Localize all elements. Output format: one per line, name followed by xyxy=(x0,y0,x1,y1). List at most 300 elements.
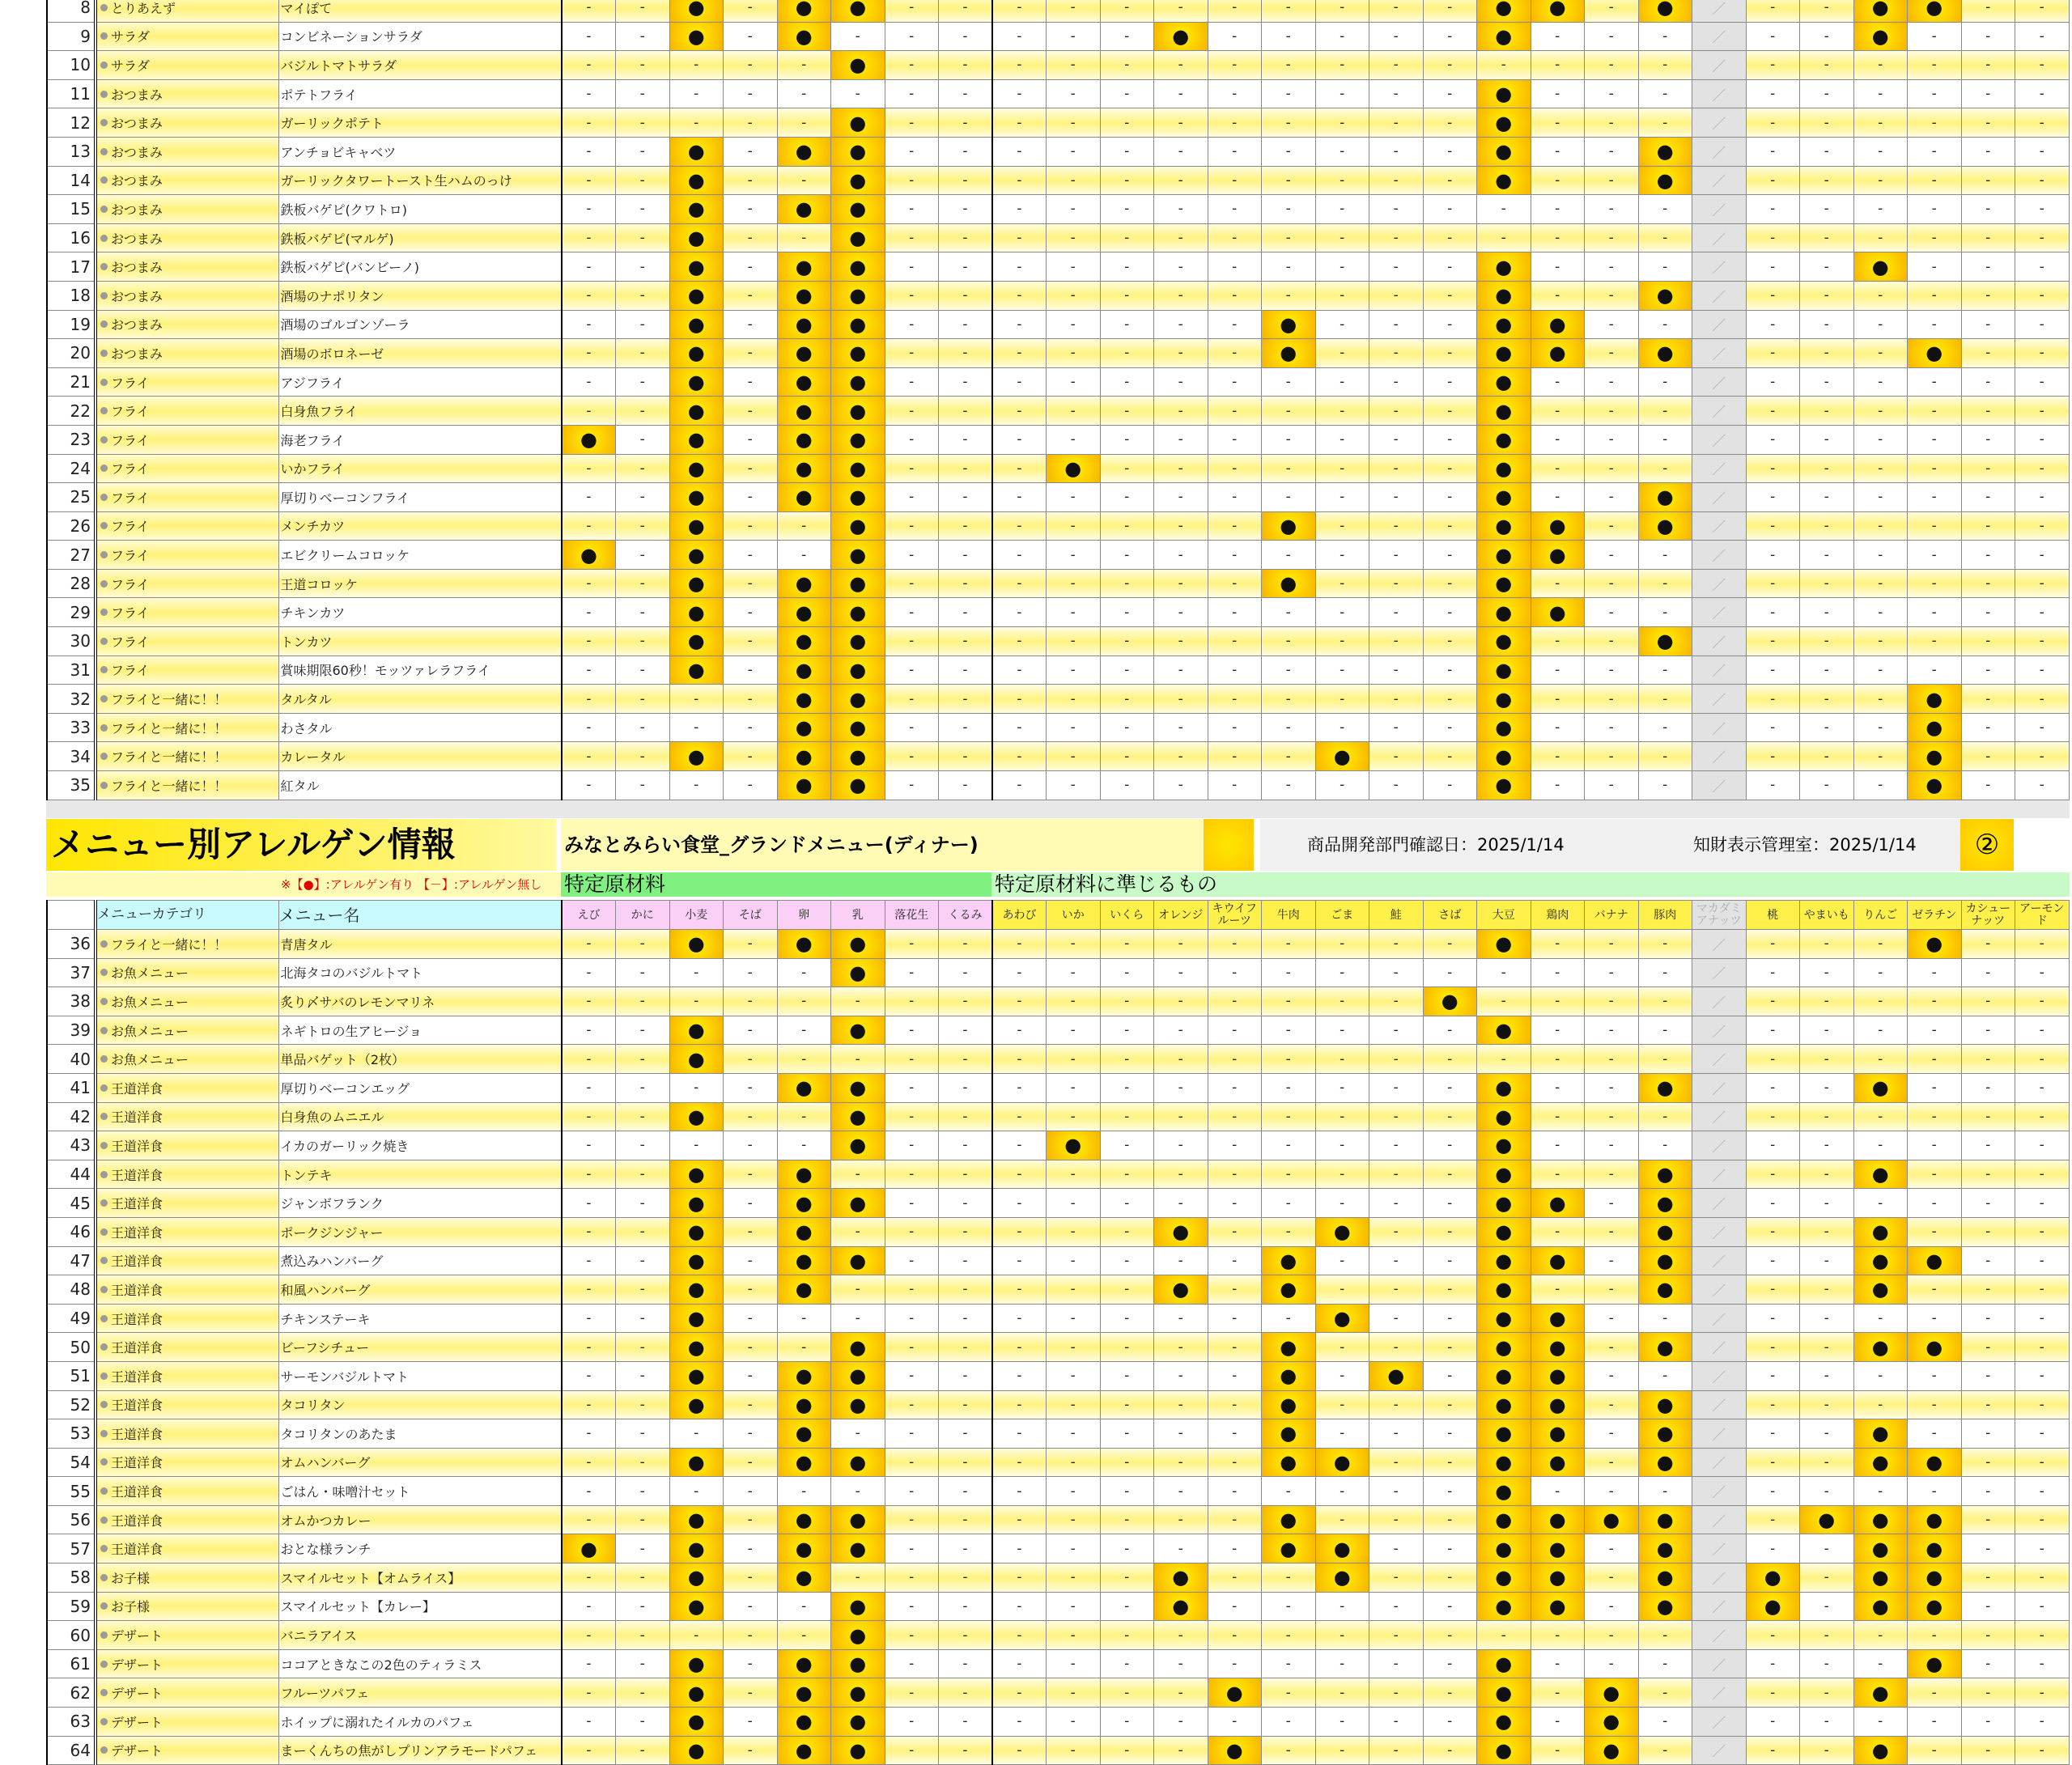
allergen-cell-absent: - xyxy=(1531,22,1585,51)
allergen-cell-absent: - xyxy=(1800,1736,1854,1765)
allergen-cell-absent: - xyxy=(1047,137,1101,166)
allergen-cell-present xyxy=(1908,1592,1962,1621)
menu-name: イカのガーリック焼き xyxy=(278,1131,562,1160)
group-specified-header: 特定原材料 xyxy=(561,872,991,897)
allergen-table-top xyxy=(46,0,2070,800)
allergen-present-marker: ● xyxy=(1871,1738,1889,1762)
allergen-present-marker: ● xyxy=(795,630,813,653)
allergen-cell-absent: - xyxy=(2015,511,2070,541)
allergen-cell-present xyxy=(831,1246,885,1275)
allergen-cell-absent: - xyxy=(1154,310,1208,339)
allergen-cell-absent: - xyxy=(885,930,939,959)
allergen-cell-absent: - xyxy=(1154,541,1208,570)
category-bullet-icon xyxy=(100,62,108,69)
allergen-present-marker: ● xyxy=(1495,111,1513,134)
allergen-cell-absent: - xyxy=(724,1678,778,1708)
allergen-cell-absent: - xyxy=(1154,1073,1208,1102)
allergen-cell-absent: - xyxy=(1800,713,1854,742)
allergen-cell-absent: - xyxy=(1369,713,1424,742)
allergen-present-marker: ● xyxy=(687,1163,705,1186)
allergen-cell-absent: - xyxy=(1531,1160,1585,1189)
allergen-cell-present xyxy=(1908,1649,1962,1678)
allergen-cell-absent: - xyxy=(1746,987,1800,1016)
allergen-cell-absent: - xyxy=(1369,454,1424,483)
allergen-cell-absent: - xyxy=(1800,1073,1854,1102)
allergen-cell-absent: - xyxy=(885,1448,939,1477)
allergen-cell-absent: - xyxy=(939,598,993,627)
allergen-present-marker: ● xyxy=(1926,1249,1943,1272)
allergen-cell-absent: - xyxy=(1154,166,1208,195)
allergen-cell-present xyxy=(831,1505,885,1534)
allergen-cell-absent: - xyxy=(1961,627,2015,656)
menu-category xyxy=(96,1592,278,1621)
allergen-cell-present xyxy=(1154,1592,1208,1621)
allergen-present-marker: ● xyxy=(687,168,705,192)
allergen-cell-absent: - xyxy=(1853,79,1908,108)
allergen-cell-absent: - xyxy=(562,166,616,195)
allergen-cell-present xyxy=(777,742,831,771)
allergen-cell-absent: - xyxy=(1908,1477,1962,1506)
menu-category xyxy=(96,1189,278,1218)
allergen-cell-absent: - xyxy=(1369,79,1424,108)
allergen-cell-absent: - xyxy=(1154,958,1208,987)
table-row xyxy=(47,166,2069,195)
allergen-cell-absent: - xyxy=(1853,1304,1908,1333)
header-allergen: あわび xyxy=(992,901,1047,931)
allergen-cell-absent: - xyxy=(992,51,1047,80)
allergen-present-marker: ● xyxy=(1495,371,1513,394)
allergen-present-marker: ● xyxy=(687,284,705,308)
allergen-cell-present xyxy=(1908,742,1962,771)
allergen-present-marker: ● xyxy=(1495,1653,1513,1676)
allergen-cell-not-applicable: ／ xyxy=(1692,79,1747,108)
allergen-cell-absent: - xyxy=(1047,958,1101,987)
allergen-cell-absent: - xyxy=(1853,598,1908,627)
allergen-cell-absent: - xyxy=(1477,1045,1531,1074)
allergen-cell-absent: - xyxy=(939,656,993,685)
allergen-cell-not-applicable: ／ xyxy=(1692,511,1747,541)
allergen-present-marker: ● xyxy=(1333,1450,1351,1474)
allergen-cell-absent: - xyxy=(777,511,831,541)
allergen-cell-present xyxy=(1531,1448,1585,1477)
menu-category-label: お子様 xyxy=(111,1599,151,1615)
allergen-cell-absent: - xyxy=(1638,252,1692,282)
allergen-cell-absent: - xyxy=(1908,166,1962,195)
allergen-cell-absent: - xyxy=(2015,541,2070,570)
category-bullet-icon xyxy=(100,1458,108,1466)
allergen-cell-present xyxy=(1477,1333,1531,1362)
allergen-cell-present xyxy=(1477,511,1531,541)
allergen-present-marker: ● xyxy=(1548,1393,1566,1416)
allergen-cell-absent: - xyxy=(885,1102,939,1131)
menu-category-label: フライと一緒に！！ xyxy=(111,749,227,766)
allergen-present-marker: ● xyxy=(849,774,867,797)
allergen-cell-absent: - xyxy=(562,1649,616,1678)
allergen-cell-absent: - xyxy=(2015,1045,2070,1074)
allergen-cell-absent: - xyxy=(724,1477,778,1506)
allergen-cell-absent: - xyxy=(777,1333,831,1362)
allergen-cell-absent: - xyxy=(1746,1621,1800,1650)
allergen-present-marker: ● xyxy=(1871,1594,1889,1618)
menu-category-label: 王道洋食 xyxy=(111,1196,163,1212)
allergen-cell-present xyxy=(1262,1505,1316,1534)
allergen-cell-present xyxy=(669,1160,724,1189)
menu-category-label: フライ xyxy=(111,548,150,564)
allergen-present-marker: ● xyxy=(687,227,705,250)
allergen-cell-present xyxy=(1477,1217,1531,1246)
allergen-cell-present xyxy=(1477,627,1531,656)
allergen-cell-absent: - xyxy=(1047,1736,1101,1765)
allergen-cell-absent: - xyxy=(1315,1649,1369,1678)
allergen-cell-absent: - xyxy=(1746,310,1800,339)
allergen-cell-present xyxy=(669,1563,724,1593)
allergen-present-marker: ● xyxy=(795,745,813,768)
allergen-cell-absent: - xyxy=(1746,367,1800,397)
allergen-cell-absent: - xyxy=(1908,1275,1962,1305)
allergen-cell-absent: - xyxy=(1961,1649,2015,1678)
allergen-present-marker: ● xyxy=(1656,168,1674,192)
allergen-cell-absent: - xyxy=(1369,627,1424,656)
allergen-cell-absent: - xyxy=(1047,930,1101,959)
allergen-cell-absent: - xyxy=(1961,425,2015,454)
menu-category xyxy=(96,1217,278,1246)
allergen-cell-absent: - xyxy=(1262,1045,1316,1074)
allergen-cell-absent: - xyxy=(1262,367,1316,397)
row-number: 49 xyxy=(47,1304,96,1333)
allergen-present-marker: ● xyxy=(795,1163,813,1186)
allergen-present-marker: ● xyxy=(1495,932,1513,956)
allergen-cell-absent: - xyxy=(939,108,993,138)
menu-category-label: 王道洋食 xyxy=(111,1109,163,1126)
allergen-cell-present xyxy=(1477,1160,1531,1189)
allergen-cell-absent: - xyxy=(1154,1621,1208,1650)
allergen-cell-absent: - xyxy=(1315,195,1369,224)
allergen-cell-present xyxy=(1531,0,1585,22)
allergen-cell-not-applicable: ／ xyxy=(1692,1333,1747,1362)
allergen-cell-absent: - xyxy=(1961,1678,2015,1708)
allergen-cell-absent: - xyxy=(1638,713,1692,742)
allergen-cell-not-applicable: ／ xyxy=(1692,1073,1747,1102)
table-row xyxy=(47,195,2069,224)
menu-name: タコリタンのあたま xyxy=(278,1419,562,1449)
allergen-cell-present xyxy=(1531,511,1585,541)
allergen-cell-absent: - xyxy=(2015,367,2070,397)
allergen-cell-absent: - xyxy=(885,397,939,426)
allergen-cell-absent: - xyxy=(724,1304,778,1333)
allergen-cell-absent: - xyxy=(885,367,939,397)
allergen-cell-present xyxy=(831,771,885,800)
row-number: 23 xyxy=(47,425,96,454)
allergen-cell-absent: - xyxy=(1208,1246,1262,1275)
allergen-cell-not-applicable: ／ xyxy=(1692,1649,1747,1678)
allergen-cell-present xyxy=(1908,930,1962,959)
allergen-cell-absent: - xyxy=(562,1102,616,1131)
allergen-present-marker: ● xyxy=(849,456,867,480)
column-header-row xyxy=(46,900,2070,931)
allergen-present-marker: ● xyxy=(687,1307,705,1330)
allergen-cell-absent: - xyxy=(1369,1708,1424,1737)
allergen-cell-absent: - xyxy=(1961,958,2015,987)
allergen-cell-absent: - xyxy=(1585,223,1639,252)
allergen-cell-absent: - xyxy=(992,1505,1047,1534)
menu-name: 厚切りベーコンエッグ xyxy=(278,1073,562,1102)
allergen-present-marker: ● xyxy=(1548,1307,1566,1330)
allergen-cell-absent: - xyxy=(1369,1448,1424,1477)
allergen-present-marker: ● xyxy=(1656,1191,1674,1215)
allergen-cell-absent: - xyxy=(831,1563,885,1593)
allergen-cell-absent: - xyxy=(616,958,670,987)
allergen-cell-absent: - xyxy=(724,1131,778,1160)
allergen-cell-present xyxy=(1477,79,1531,108)
allergen-present-marker: ● xyxy=(1656,1163,1674,1186)
allergen-cell-absent: - xyxy=(562,1448,616,1477)
menu-category xyxy=(96,367,278,397)
menu-category xyxy=(96,987,278,1016)
category-bullet-icon xyxy=(100,695,108,702)
allergen-cell-absent: - xyxy=(1961,1333,2015,1362)
allergen-cell-absent: - xyxy=(885,1678,939,1708)
category-bullet-icon xyxy=(100,969,108,976)
allergen-present-marker: ● xyxy=(1495,1508,1513,1532)
allergen-cell-absent: - xyxy=(1853,397,1908,426)
menu-name: 紅タル xyxy=(278,771,562,800)
allergen-present-marker: ● xyxy=(849,1537,867,1560)
allergen-present-marker: ● xyxy=(687,1047,705,1071)
allergen-cell-absent: - xyxy=(939,1333,993,1362)
row-number: 56 xyxy=(47,1505,96,1534)
allergen-cell-absent: - xyxy=(1638,1477,1692,1506)
allergen-cell-absent: - xyxy=(1746,22,1800,51)
allergen-cell-absent: - xyxy=(1100,771,1154,800)
allergen-cell-absent: - xyxy=(562,713,616,742)
allergen-cell-absent: - xyxy=(1746,1736,1800,1765)
allergen-cell-absent: - xyxy=(1585,195,1639,224)
allergen-present-marker: ● xyxy=(849,371,867,394)
allergen-cell-absent: - xyxy=(1853,685,1908,714)
menu-name: ポテトフライ xyxy=(278,79,562,108)
allergen-cell-absent: - xyxy=(1262,223,1316,252)
menu-category xyxy=(96,1736,278,1765)
allergen-cell-absent: - xyxy=(885,1534,939,1563)
allergen-cell-present xyxy=(1477,598,1531,627)
allergen-cell-absent: - xyxy=(616,569,670,598)
allergen-cell-absent: - xyxy=(992,1534,1047,1563)
allergen-cell-absent: - xyxy=(1208,1102,1262,1131)
allergen-cell-present xyxy=(669,511,724,541)
allergen-cell-present xyxy=(831,685,885,714)
allergen-cell-absent: - xyxy=(1477,223,1531,252)
allergen-present-marker: ● xyxy=(849,572,867,596)
allergen-cell-not-applicable: ／ xyxy=(1692,1361,1747,1390)
allergen-cell-absent: - xyxy=(1746,1131,1800,1160)
menu-category xyxy=(96,742,278,771)
allergen-cell-absent: - xyxy=(1208,511,1262,541)
allergen-cell-absent: - xyxy=(885,1016,939,1045)
allergen-cell-present xyxy=(669,195,724,224)
allergen-present-marker: ● xyxy=(687,1566,705,1589)
table-row xyxy=(47,223,2069,252)
row-number: 47 xyxy=(47,1246,96,1275)
allergen-cell-absent: - xyxy=(1585,397,1639,426)
allergen-cell-absent: - xyxy=(1746,1102,1800,1131)
allergen-cell-present xyxy=(831,656,885,685)
allergen-cell-absent: - xyxy=(1262,1016,1316,1045)
allergen-present-marker: ● xyxy=(795,24,813,48)
allergen-cell-present xyxy=(1477,1131,1531,1160)
allergen-cell-present xyxy=(669,930,724,959)
allergen-cell-absent: - xyxy=(1800,252,1854,282)
allergen-cell-absent: - xyxy=(2015,1736,2070,1765)
allergen-cell-absent: - xyxy=(1423,511,1477,541)
allergen-cell-absent: - xyxy=(2015,1534,2070,1563)
allergen-cell-absent: - xyxy=(562,397,616,426)
allergen-cell-absent: - xyxy=(939,569,993,598)
allergen-present-marker: ● xyxy=(687,543,705,566)
allergen-cell-absent: - xyxy=(939,252,993,282)
category-bullet-icon xyxy=(100,1113,108,1120)
allergen-cell-present xyxy=(1908,339,1962,368)
allergen-present-marker: ● xyxy=(1495,1594,1513,1618)
allergen-cell-absent: - xyxy=(992,1592,1047,1621)
allergen-cell-absent: - xyxy=(616,1621,670,1650)
allergen-cell-absent: - xyxy=(1262,166,1316,195)
menu-name: 酒場のナポリタン xyxy=(278,281,562,310)
allergen-cell-absent: - xyxy=(1531,195,1585,224)
allergen-cell-absent: - xyxy=(777,1131,831,1160)
menu-category xyxy=(96,1621,278,1650)
menu-category-label: とりあえず xyxy=(111,0,176,16)
allergen-cell-absent: - xyxy=(1369,166,1424,195)
row-number: 51 xyxy=(47,1361,96,1390)
allergen-present-marker: ● xyxy=(1926,1537,1943,1560)
allergen-cell-not-applicable: ／ xyxy=(1692,1505,1747,1534)
allergen-cell-absent: - xyxy=(1208,685,1262,714)
row-number: 37 xyxy=(47,958,96,987)
menu-category-label: おつまみ xyxy=(111,231,163,247)
allergen-cell-absent: - xyxy=(1315,541,1369,570)
allergen-cell-present xyxy=(777,1246,831,1275)
allergen-cell-present xyxy=(831,397,885,426)
header-allergen: 卵 xyxy=(777,901,831,931)
allergen-cell-absent: - xyxy=(1423,1333,1477,1362)
allergen-present-marker: ● xyxy=(1656,1594,1674,1618)
allergen-cell-absent: - xyxy=(2015,1016,2070,1045)
allergen-cell-absent: - xyxy=(1531,454,1585,483)
allergen-present-marker: ● xyxy=(849,514,867,537)
allergen-present-marker: ● xyxy=(1548,0,1566,19)
allergen-cell-absent: - xyxy=(1315,771,1369,800)
allergen-cell-present xyxy=(669,1592,724,1621)
menu-name: マイぽて xyxy=(278,0,562,22)
allergen-present-marker: ● xyxy=(1495,1422,1513,1445)
allergen-cell-absent: - xyxy=(1208,930,1262,959)
allergen-cell-absent: - xyxy=(669,51,724,80)
allergen-cell-absent: - xyxy=(1315,1361,1369,1390)
allergen-present-marker: ● xyxy=(1333,1220,1351,1244)
allergen-cell-absent: - xyxy=(1477,958,1531,987)
header-allergen: いか xyxy=(1047,901,1101,931)
allergen-cell-not-applicable: ／ xyxy=(1692,483,1747,512)
allergen-cell-not-applicable: ／ xyxy=(1692,685,1747,714)
allergen-cell-absent: - xyxy=(724,367,778,397)
allergen-cell-absent: - xyxy=(1208,1390,1262,1419)
allergen-present-marker: ● xyxy=(1871,1335,1889,1359)
allergen-present-marker: ● xyxy=(795,1393,813,1416)
row-number: 26 xyxy=(47,511,96,541)
allergen-cell-absent: - xyxy=(562,281,616,310)
allergen-cell-present xyxy=(1262,310,1316,339)
allergen-cell-absent: - xyxy=(939,1189,993,1218)
allergen-cell-absent: - xyxy=(939,1477,993,1506)
allergen-cell-absent: - xyxy=(616,108,670,138)
allergen-cell-absent: - xyxy=(1908,1390,1962,1419)
allergen-cell-absent: - xyxy=(1208,1621,1262,1650)
allergen-present-marker: ● xyxy=(687,1537,705,1560)
allergen-cell-absent: - xyxy=(724,771,778,800)
allergen-cell-absent: - xyxy=(885,1333,939,1362)
menu-name: ネギトロの生アヒージョ xyxy=(278,1016,562,1045)
category-bullet-icon xyxy=(100,1718,108,1725)
allergen-cell-absent: - xyxy=(1531,252,1585,282)
allergen-cell-absent: - xyxy=(1638,397,1692,426)
allergen-present-marker: ● xyxy=(849,1623,867,1647)
allergen-cell-absent: - xyxy=(724,223,778,252)
allergen-present-marker: ● xyxy=(1656,1335,1674,1359)
allergen-present-marker: ● xyxy=(1871,1278,1889,1301)
allergen-present-marker: ● xyxy=(849,284,867,308)
allergen-cell-present xyxy=(777,0,831,22)
menu-name: 鉄板バゲピ(バンビーノ) xyxy=(278,252,562,282)
allergen-present-marker: ● xyxy=(1280,1278,1297,1301)
allergen-cell-present xyxy=(1477,1477,1531,1506)
allergen-cell-absent: - xyxy=(1154,454,1208,483)
allergen-cell-absent: - xyxy=(724,685,778,714)
allergen-cell-present xyxy=(1423,987,1477,1016)
allergen-present-marker: ● xyxy=(795,1220,813,1244)
allergen-cell-absent: - xyxy=(939,1563,993,1593)
allergen-cell-absent: - xyxy=(1369,742,1424,771)
table-row xyxy=(47,771,2069,800)
allergen-cell-absent: - xyxy=(1477,51,1531,80)
allergen-present-marker: ● xyxy=(849,600,867,624)
allergen-cell-absent: - xyxy=(1262,483,1316,512)
allergen-cell-absent: - xyxy=(1369,1275,1424,1305)
allergen-present-marker: ● xyxy=(795,342,813,365)
allergen-cell-absent: - xyxy=(1100,137,1154,166)
row-number: 50 xyxy=(47,1333,96,1362)
allergen-cell-absent: - xyxy=(1100,1160,1154,1189)
allergen-cell-absent: - xyxy=(1800,1217,1854,1246)
allergen-cell-present xyxy=(1477,1448,1531,1477)
allergen-cell-not-applicable: ／ xyxy=(1692,137,1747,166)
allergen-cell-absent: - xyxy=(885,1419,939,1449)
row-number: 34 xyxy=(47,742,96,771)
allergen-cell-not-applicable: ／ xyxy=(1692,252,1747,282)
menu-name: スマイルセット【カレー】 xyxy=(278,1592,562,1621)
allergen-cell-absent: - xyxy=(1154,771,1208,800)
menu-category xyxy=(96,1649,278,1678)
header-allergen: バナナ xyxy=(1585,901,1639,931)
header-allergen: キウイフルーツ xyxy=(1208,901,1262,931)
allergen-cell-present xyxy=(1531,1419,1585,1449)
menu-category-label: おつまみ xyxy=(111,346,163,362)
allergen-cell-absent: - xyxy=(992,1275,1047,1305)
allergen-cell-absent: - xyxy=(1961,367,2015,397)
allergen-cell-absent: - xyxy=(885,1563,939,1593)
allergen-cell-absent: - xyxy=(1047,1534,1101,1563)
allergen-present-marker: ● xyxy=(687,1508,705,1532)
allergen-cell-absent: - xyxy=(1369,252,1424,282)
